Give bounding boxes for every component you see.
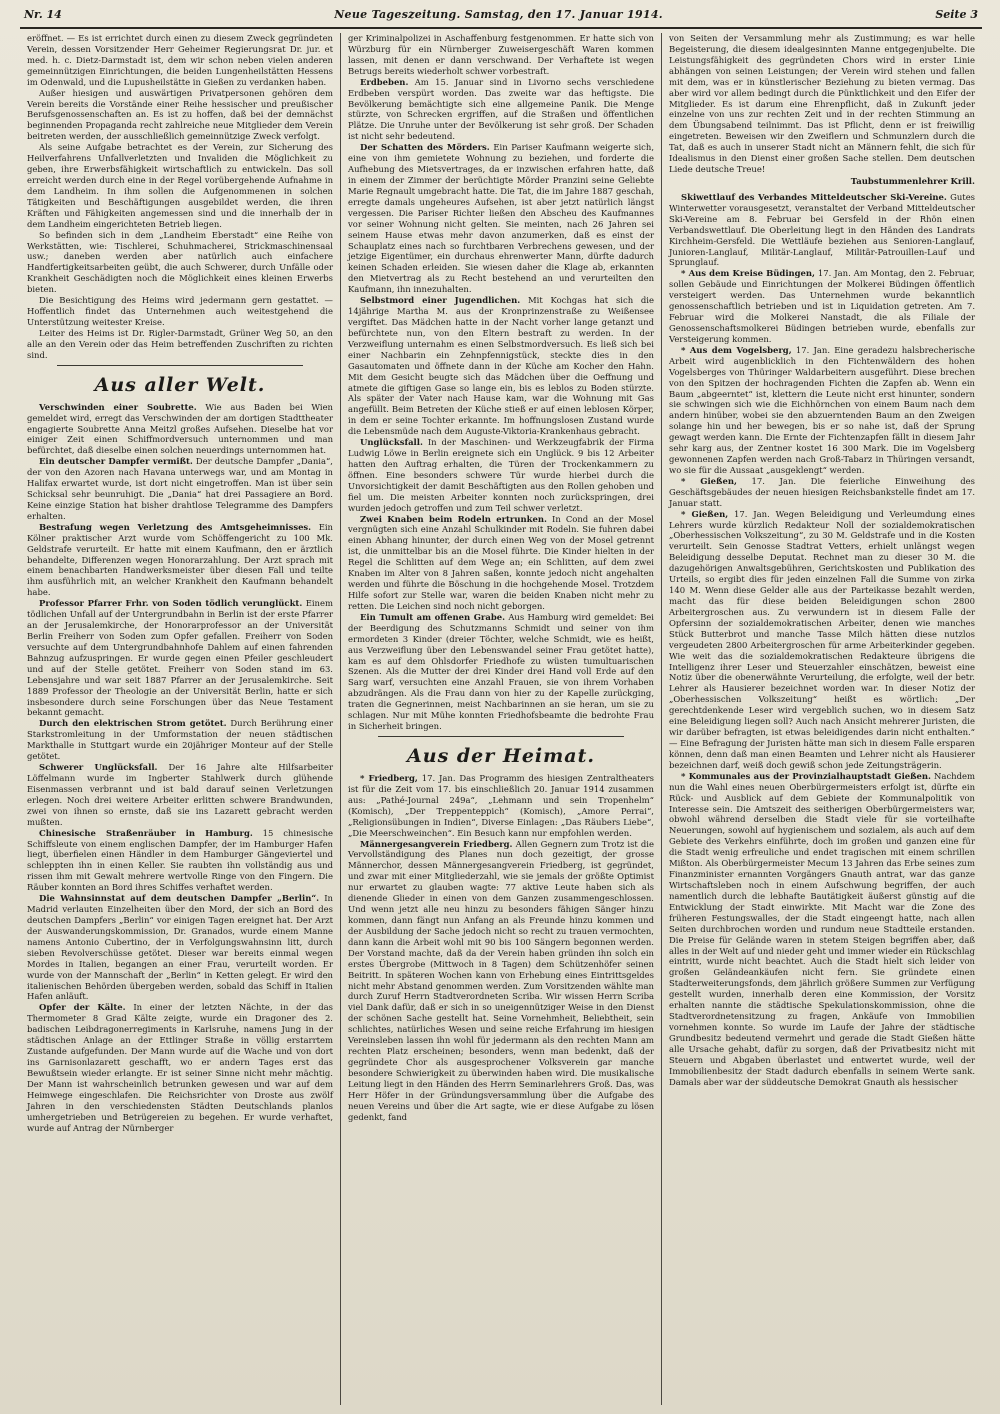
article-text: Der 16 Jahre alte Hilfsarbeiter Löffelmann wurde im Ingberter Stahlwerk durch glühende Eisenmassen verbrannt und ist bald darauf seinen Verletzungen erlegen. Noch drei weitere Arbeiter erlitten schwere Brandwunden, zwei von ihnen so ernste, daß sie ins Lazarett gebracht werden mußten.	[27, 762, 333, 827]
article-paragraph	[348, 142, 654, 295]
article-headline: Zwei Knaben beim Rodeln ertrunken.	[360, 513, 547, 524]
article-headline: Schwerer Unglücksfall.	[39, 762, 158, 773]
article-headline: * Kommunales aus der Provinzialhauptstadt Gießen.	[681, 770, 931, 781]
article-paragraph	[27, 142, 333, 229]
article-text: Durch Berührung einer Starkstromleitung in der Umformstation der neuen städtischen Markthalle in Stuttgart wurde ein 20jähriger Monteur auf der Stelle getötet.	[27, 718, 333, 762]
article-headline: Selbstmord einer Jugendlichen.	[360, 295, 521, 306]
article-paragraph	[348, 839, 654, 1123]
paragraph-text: eröffnet. — Es ist errichtet durch einen zu diesem Zweck gegründeten Verein, dessen Vorsitzender Herr Geheimer Regierungsrat Dr. jur. et med. h. c. Dietz-Darmstadt ist, dem wir schon neben vielen anderen gemeinnützigen Einrichtungen, die beiden Lungenheilstätten Hessens im Odenwald, und die Lupusheilstätte in Gießen zu verdanken haben.	[27, 33, 333, 87]
article-headline: * Gießen,	[681, 508, 729, 519]
article-headline: * Aus dem Vogelsberg,	[681, 344, 792, 355]
section-title: Aus der Heimat.	[407, 745, 595, 767]
columns	[20, 33, 982, 1405]
article-paragraph	[27, 598, 333, 718]
article-paragraph	[27, 33, 333, 88]
article-headline: Der Schatten des Mörders.	[360, 142, 490, 153]
article-paragraph	[348, 295, 654, 437]
article-text: In einer der letzten Nächte, in der das Thermometer 8 Grad Kälte zeigte, wurde ein Dragoner des 2. badischen Leibdragonerregiments in Karlsruhe, namens Jung in der städtischen Anlage an der Ettlinger Straße in völlig erstarrtem Zustande aufgefunden. Der Mann wurde auf die Wache und von dort ins Garnisonlazarett geschafft, wo er andern Tages erst das Bewußtsein wieder erlangte. Er ist seiner Sinne nicht mehr mächtig. Der Mann ist wahrscheinlich betrunken gewesen und war auf dem Heimwege eingeschlafen. Die Reichsrichter von Droste aus zwölf Jahren in den verschiedensten Städten Deutschlands planlos umhergetrieben und Betrügereien zu begehen. Er wurde verhaftet, wurde auf Antrag der Nürnberger	[27, 1002, 334, 1133]
paragraph-text: Als seine Aufgabe betrachtet es der Verein, zur Sicherung des Heilverfahrens Unfallverletzten und Invaliden die Möglichkeit zu geben, ihre Erwerbsfähigkeit wirtschaftlich zu entwickeln. Das soll erreicht werden durch eine in der Regel vorübergehende Aufnahme in dem Landheim. In ihm sollen die Aufgenommenen in solchen Tätigkeiten und Beschäftigungen ausgebildet werden, die ihren Kräften und Fähigkeiten angemessen sind und die innerhalb der in dem Landheim eingerichteten Betrieb liegen.	[27, 142, 333, 229]
article-headline: Opfer der Kälte.	[39, 1002, 126, 1013]
article-paragraph	[348, 437, 654, 513]
page-header	[20, 8, 982, 29]
article-text: Ein Pariser Kaufmann weigerte sich, eine von ihm gemietete Wohnung zu beziehen, und forderte die Aufhebung des Mietsvertrages, da er inzwischen erfahren hatte, daß in einem der Zimmer der berüchtigte Mörder Pranzini seine Geliebte Marie Regnault umgebracht hatte. Die Tat, die im Jahre 1887 geschah, erregte damals ungeheures Aufsehen, ist aber jetzt natürlich längst vergessen. Die Pariser Richter ließen den Abscheu des Kaufmannes vor seiner Wohnung nicht gelten. Sie meinten, nach 26 Jahren sei seinem Hause etwas mehr davon anzumerken, daß es einst der Schauplatz eines nach so furchtbaren Verbrechens gewesen, und der jetzige Eigentümer, ein durchaus ehrenwerter Mann, dürfte dadurch keinen Schaden erleiden. Sie wiesen daher die Klage ab, erkannten den Mietvertrag als zu Recht bestehend an und verurteilten den Kaufmann, ihn innezuhalten.	[348, 142, 655, 295]
article-text: Der deutsche Dampfer „Dania“, der von den Azoren nach Havana unterwegs war, und am Montag in Halifax erwartet wurde, ist dort nicht eingetroffen. Man ist über sein Schicksal sehr beunruhigt. Die „Dania“ hat drei Passagiere an Bord. Keine einzige Station hat bisher drahtlose Telegramme des Dampfers erhalten.	[27, 456, 333, 521]
article-text: Aus Hamburg wird gemeldet: Bei der Beerdigung des Schutzmanns Schmidt und seiner von ihm ermordeten 3 Kinder (dreier Töchter, welche Schmidt, wie es heißt, aus Verzweiflung über den Lebenswandel seiner Frau getötet hatte), kam es auf dem Ohlsdorfer Friedhofe zu wüsten tumultuarischen Szenen. Als die Mutter der drei Kinder drei Hand voll Erde auf den Sarg warf, versuchten eine Anzahl Frauen, sie von ihrem Vorhaben abzudrängen. Als die Frau dann von hier zu der Kapelle zurückging, traten die Gegnerinnen, meist Nachbarinnen an sie heran, um sie zu schlagen. Nur mit Mühe konnten Friedhofsbeamte die bedrohte Frau in Sicherheit bringen.	[348, 611, 654, 732]
article-paragraph	[669, 268, 975, 344]
article-paragraph	[669, 771, 975, 1088]
article-text: Gutes Winterwetter vorausgesetzt, veranstaltet der Verband Mitteldeutscher Ski-Vereine am 8. Februar bei Gersfeld in der Rhön einen Verbandswettlauf. Die Oberleitung liegt in den Händen des Landrats Kirchheim-Gersfeld. Die Wettläufe beziehen aus Senioren-Langlauf, Junioren-Langlauf, Militär-Langlauf, Militär-Patrouillen-Lauf und Sprunglauf.	[669, 191, 976, 268]
paragraph-text: Die Besichtigung des Heims wird jedermann gern gestattet. — Hoffentlich findet das Unternehmen auch weitestgehend die Unterstützung weitester Kreise.	[27, 295, 333, 327]
article-text: In Cond an der Mosel vergnügten sich eine Anzahl Schulkinder mit Rodeln. Sie fuhren dabei einen Abhang hinunter, der durch einen Weg von der Mosel getrennt ist, die unmittelbar bis an die Mosel führte. Die Kinder hielten in der Regel die Schlitten auf dem Wege an; ein Schlitten, auf dem zwei Knaben im Alter von 8 Jahren saßen, konnte jedoch nicht angehalten werden und führte die Böschung in die hochgehende Mosel. Trotzdem Hilfe sofort zur Stelle war, waren die beiden Knaben nicht mehr zu retten. Die Leichen sind noch nicht geborgen.	[348, 513, 654, 611]
article-paragraph	[27, 1002, 333, 1133]
article-paragraph	[27, 88, 333, 143]
article-paragraph	[669, 345, 975, 476]
article-text: 17. Jan. Eine geradezu halsbrecherische Arbeit wird augenblicklich in den Fichtenwäldern des hohen Vogelsberges von Thüringer Waldarbeitern ausgeführt. Diese brechen von den Spitzen der hochragenden Fichten die Zapfen ab. Wenn ein Baum „abgeerntet“ ist, klettern die Leute nicht erst hinunter, sondern sie schwingen sich wie die Eichhörnchen von einem Baum nach dem andern hinüber, wobei sie den abzuerntenden Baum an den Zweigen solange hin und her bewegen, bis er so nahe ist, daß der Sprung gewagt werden kann. Die Ernte der Fichtenzapfen fällt in diesem Jahr sehr karg aus, der Zentner kostet 16 300 Mark. Die im Vogelsberg gewonnenen Zapfen werden nach Groß-Tabarz in Thüringen versandt, wo sie für die Aussaat „ausgeklengt“ werden.	[669, 344, 976, 475]
article-text: In Madrid verlauten Einzelheiten über den Mord, der sich an Bord des deutschen Dampfers „Berlin“ vor einigen Tagen ereignet hat. Der Arzt der Auswanderungskommission, Dr. Granados, wurde einem Manne namens Antonio Cubertino, der in Verfolgungswahnsinn litt, durch sieben Revolverschüsse getötet. Dieser war bereits einmal wegen Mordes in Italien, begangen an einer Frau, verurteilt worden. Er wurde von der Mannschaft der „Berlin“ in Ketten gelegt. Er wird den italienischen Behörden übergeben werden, sobald das Schiff in Italien Hafen anläuft.	[27, 893, 333, 1002]
article-paragraph	[669, 192, 975, 268]
column-2	[340, 33, 661, 1405]
section-title: Aus aller Welt.	[94, 373, 266, 396]
article-headline: Bestrafung wegen Verletzung des Amtsgeheimnisses.	[39, 521, 312, 532]
issue-number: Nr. 14	[24, 8, 62, 21]
article-headline: * Friedberg,	[360, 773, 418, 783]
article-paragraph	[669, 476, 975, 509]
page-number: Seite 3	[935, 8, 978, 21]
article-paragraph	[348, 514, 654, 612]
article-headline: Professor Pfarrer Frhr. von Soden tödlich verunglückt.	[39, 598, 303, 609]
article-paragraph	[348, 77, 654, 143]
article-paragraph	[27, 522, 333, 598]
divider	[57, 365, 303, 366]
article-paragraph	[348, 773, 654, 839]
article-headline: Die Wahnsinnstat auf dem deutschen Dampfer „Berlin“.	[39, 893, 320, 904]
signature: Taubstummenlehrer Krill.	[850, 176, 975, 187]
paragraph-text: Leiter des Heims ist Dr. Rigler-Darmstadt, Grüner Weg 50, an den alle an den Verein oder das Heim betreffenden Zuschriften zu richten sind.	[27, 327, 333, 360]
article-text: Nachdem nun die Wahl eines neuen Oberbürgermeisters erfolgt ist, dürfte ein Rück- und Ausblick auf dem Gebiete der Kommunalpolitik von Interesse sein. Die Amtszeit des seitherigen Oberbürgermeisters war, obwohl während derselben die Stadt viele für sie vorteilhafte Neuerungen, sowohl auf hygienischem und sozialem, als auch auf dem Gebiete des Verkehrs einführte, doch im großen und ganzen eine für die Stadt wenig erfreuliche und endet tragischen mit einem schrillen Mißton. Als Oberbürgermeister Mecum 13 Jahren das Erbe seines zum Finanzminister ernannten Vorgängers Gnauth antrat, war das ganze Wirtschaftsleben noch in einem Aufschwung begriffen, der auch namentlich durch die lebhafte Bautätigkeit äußerst günstig auf die Entwicklung der Stadt einwirkte. Mit Macht war die Zone des früheren Festungswalles, der die Stadt eingeengt hatte, nach allen Seiten durchbrochen worden und rundum neue Stadtteile erstanden. Die Preise für Gelände waren in stetem Steigen begriffen aber, daß alles in der Welt auf und nieder geht und immer wieder ein Rückschlag eintritt, wurde nicht beachtet. Auch die Stadt hielt sich leider von großen Geländeankäufen nicht fern. Sie gründete einen Stadterweiterungsfonds, dem jährlich größere Summen zur Verfügung gestellt wurden, innerhalb deren eine Kommission, der Vorsitz erhalten nannte die städtische Spekulationskommission, ohne die Stadtverordnetensitzung zu fragen, Ankäufe von Immobilien vornehmen konnte. So wurde im Laufe der Jahre der städtische Grundbesitz bedeutend vermehrt und gerade die Stadt Gießen hätte alle Ursache gehabt, dafür zu sorgen, daß der Privatbesitz nicht mit Steuern und Abgaben überlastet und entwertet wurde, weil der Immobilienbesitz der Stadt dadurch ebenfalls in seinem Werte sank. Damals aber war der süddeutsche Demokrat Gnauth als hessischer	[669, 770, 975, 1087]
article-text: Am 15. Januar sind in Livorno sechs verschiedene Erdbeben verspürt worden. Das zweite war das heftigste. Die Bevölkerung bemächtigte sich eine allgemeine Panik. Die Menge stürzte, von Schrecken ergriffen, auf die Straßen und öffentlichen Plätze. Die Unruhe unter der Bevölkerung ist sehr groß. Der Schaden ist nicht sehr bedeutend.	[348, 76, 654, 142]
article-text: 17. Jan. Am Montag, den 2. Februar, sollen Gebäude und Einrichtungen der Molkerei Büdingen öffentlich versteigert werden. Das Unternehmen wurde bekanntlich genossenschaftlich betrieben und ist in Liquidation getreten. Am 7. Februar wird die Molkerei Nanstadt, die als Filiale der Genossenschaftsmolkerei Büdingen betrieben wurde, ebenfalls zur Versteigerung kommen.	[669, 268, 975, 344]
divider	[378, 736, 624, 737]
article-headline: Durch den elektrischen Strom getötet.	[39, 718, 227, 729]
article-paragraph	[348, 612, 654, 732]
article-paragraph	[669, 33, 975, 175]
article-headline: Ein Tumult am offenen Grabe.	[360, 611, 506, 622]
article-headline: Verschwinden einer Soubrette.	[39, 401, 197, 412]
article-text: Ein Kölner praktischer Arzt wurde vom Schöffengericht zu 100 Mk. Geldstrafe verurteilt. Er hatte mit einem Kaufmann, den er ärztlich behandelte, Differenzen wegen Honorarzahlung. Der Arzt sprach mit einem benachbarten Handwerksmeister über diesen Fall und teilte ihm ausführlich mit, an welcher Krankheit den Kaufmann behandelt habe.	[27, 521, 333, 598]
article-text: von Seiten der Versammlung mehr als Zustimmung; es war helle Begeisterung, die diesem idealgesinnten Manne entgegenjubelte. Die Leistungsfähigkeit des gegründeten Chors wird in erster Linie abhängen von seinen Leistungen; der Verein wird stehen und fallen mit dem, was er in künstlerischer Beziehung zu bieten vermag. Das aber wird vor allem bedingt durch die Pünktlichkeit und den Eifer der Mitglieder. Es ist darum eine Ehrenpflicht, daß in Zukunft jeder einzelne von uns zur rechten Zeit und in der rechten Stimmung an dem Übungsabend teilnimmt. Das ist Pflicht, denn er ist freiwillig eingetreten. Beweisen wir den Zweiflern und Schmunzlern durch die Tat, daß es auch in unserer Stadt nicht an Männern fehlt, die sich für Idealismus in den Dienst einer großen Sache stellen. Dem deutschen Liede deutsche Treue!	[669, 33, 975, 175]
article-paragraph	[27, 828, 333, 894]
article-text: 17. Jan. Die feierliche Einweihung des Geschäftsgebäudes der neuen hiesigen Reichsbankstelle findet am 17. Januar statt.	[669, 475, 975, 508]
article-text: 17. Jan. Wegen Beleidigung und Verleumdung eines Lehrers wurde kürzlich Redakteur Noll der sozialdemokratischen „Oberhessischen Volkszeitung“, zu 30 M. Geldstrafe und in die Kosten verurteilt. Sein Genosse Stadtrat Vetters, erhielt unlängst wegen Beleidigung desselbe Deputat. Rechnet man zu dieser 30 M. die dazugehörigen Anwaltsgebühren, Gerichtskosten und Publikation des Urteils, so ergibt dies für jeden einzelnen Fall die Summe von zirka 140 M. Wenn diese Gelder alle aus der Parteikasse bezahlt werden, macht das für diese beiden Beleidigungen schon 2800 Arbeitergroschen aus. Zu verwundern ist in diesem Falle der Opfersinn der sozialdemokratischen Arbeiter, denen wie manches Stück Butterbrot und manche Tasse Milch hätten diese nutzlos vergeudeten 2800 Arbeitergroschen für arme Arbeiterkinder gegeben. Wie weit das die sozialdemokratischen Redakteure übrigens die Intelligenz ihrer Leser und Steuerzahler einschätzen, beweist eine Notiz über die obenerwähnte Verurteilung, die erfolgte, weil der betr. Lehrer als Hausierer bezeichnet worden war. In dieser Notiz der „Oberhessischen Volkszeitung“ heißt es wörtlich: „Der gerechtdenkende Leser wird vergeblich suchen, wo in diesem Satz eine Beleidigung liegen soll? Auch nach Ansicht mehrerer Juristen, die wir darüber befragten, ist etwas beleidigendes darin nicht enthalten.“ — Eine Befragung der Juristen hätte man sich in diesem Falle ersparen können, denn daß man einen Beamten und Lehrer nicht als Hausierer bezeichnen darf, weiß doch gewiß schon jede Zeitungsträgerin.	[669, 508, 975, 770]
article-text: 15 chinesische Schiffsleute von einem englischen Dampfer, der im Hamburger Hafen liegt, überfielen einen Händler in dem Hamburger Gängeviertel und schleppten ihn in einen Keller. Sie raubten ihn vollständig aus und rissen ihm mit Gewalt mehrere wertvolle Ringe von den Fingern. Die Räuber konnten an Bord ihres Schiffes verhaftet werden.	[27, 827, 333, 893]
article-text: Wie aus Baden bei Wien gemeldet wird, erregt das Verschwinden der am dortigen Stadttheater engagierte Soubrette Anna Meitzl großes Aufsehen. Dieselbe hat vor einiger Zeit einen Schiffmordversuch unternommen und man befürchtet, daß dieselbe einen solchen neuerdings unternommen hat.	[27, 401, 333, 456]
article-headline: Ein deutscher Dampfer vermißt.	[39, 456, 193, 467]
paragraph-text: Außer hiesigen und auswärtigen Privatpersonen gehören dem Verein bereits die Vorstände einer Reihe hessischer und preußischer Berufsgenossenschaften an. Es ist zu hoffen, daß bei der demnächst beginnenden Propaganda recht zahlreiche neue Mitglieder dem Verein beitreten werden, der ausschließlich gemeinnützige Zweck verfolgt.	[27, 87, 333, 142]
article-paragraph	[27, 230, 333, 296]
article-text: Allen Gegnern zum Trotz ist die Vervollständigung des Planes nun doch gezeitigt, der grosse Männerchor, dessen Männergesangverein Friedberg, ist gegründet, und zwar mit einer Mitgliederzahl, wie sie jemals der größte Optimist nur erwartet zu glauben wagte: 77 aktive Leute haben sich als dienende Glieder in einen von dem Ganzen zusammengeschlossen. Und wenn jetzt alle neu hinzu zu besonders fähigen Sänger hinzu kommen, dann fängt nun Anfang an als Freunde hinzu kommen und der Ausbildung der Sache jedoch nicht so recht zu trauen vermochten, dann kann die Arbeit wohl mit 90 bis 100 Sängern begonnen werden. Der Vorstand machte, daß da der Verein haben gründen ihn solch ein erstes Übergrobe (Mittwoch in 8 Tagen) dem Schützenhöfer seinen Beitritt. In späteren Wochen kann von Erhebung eines Eintrittsgeldes nicht mehr Abstand genommen werden. Zum Vorsitzenden wählte man durch Zuruf Herrn Stadtverordneten Scriba. Wir wissen Herrn Scriba viel Dank dafür, daß er sich in so uneigennütziger Weise in den Dienst der schönen Sache gestellt hat. Seine Vornehmheit, Beliebtheit, sein schlichtes, natürliches Wesen und seine reiche Erfahrung im hiesigen Vereinsleben lassen ihn wohl für jedermann als den rechten Mann am rechten Platz erscheinen; besonders, wenn man bedenkt, daß der gegründete Chor als ausgesprochener Volksverein gar manche besondere Schwierigkeit zu überwinden haben wird. Die musikalische Leitung liegt in den Händen des Herrn Seminarlehrers Groß. Das, was Herr Höfer in der Gründungsversammlung über die Aufgabe des neuen Vereins und über die Art sagte, wie er diese Aufgabe zu lösen gedenkt, fand	[348, 838, 655, 1122]
article-text: ger Kriminalpolizei in Aschaffenburg festgenommen. Er hatte sich von Würzburg für ein Nürnberger Zuweisergeschäft Waren kommen lassen, mit denen er dann verschwand. Der Verhaftete ist wegen Betrugs bereits wiederholt schwer vorbestraft.	[348, 33, 654, 76]
article-text: 17. Jan. Das Programm des hiesigen Zentraltheaters ist für die Zeit vom 17. bis einschließlich 20. Januar 1914 zusammen aus: „Pathé-Journal 249a“, „Lehmann und sein Tropenhelm“ (Komisch), „Der Treppenteppich“ (Komisch), „Amore Perrai“, „Religionsübungen in Indien“, Diverse Einlagen: „Das Räubers Liebe“, „Die Meerschweinchen“. Ein Besuch kann nur empfohlen werden.	[348, 773, 655, 838]
article-paragraph	[27, 402, 333, 457]
masthead-line: Neue Tageszeitung. Samstag, den 17. Januar 1914.	[334, 8, 663, 21]
article-paragraph	[27, 718, 333, 762]
article-headline: Männergesangverein Friedberg.	[360, 838, 513, 849]
article-paragraph	[27, 328, 333, 361]
article-headline: Chinesische Straßenräuber in Hamburg.	[39, 827, 253, 838]
column-1	[20, 33, 340, 1405]
article-paragraph	[27, 762, 333, 828]
article-paragraph	[27, 893, 333, 1002]
article-paragraph	[669, 509, 975, 771]
article-headline: * Gießen,	[681, 475, 737, 486]
article-headline: * Aus dem Kreise Büdingen,	[681, 268, 815, 279]
article-text: Einem tödlichen Unfall auf der Untergrundbahn in Berlin ist der erste Pfarrer an der Jerusalemkirche, der Honorarprofessor an der Universität Berlin Freiherr von Soden zum Opfer gefallen. Freiherr von Soden versuchte auf dem Untergrundbahnhofe Dahlem auf einen fahrenden Bahnzug aufzuspringen. Er wurde gegen einen Pfeiler geschleudert und auf der Stelle getötet. Freiherr von Soden stand im 63. Lebensjahre und war seit 1887 Pfarrer an der Jerusalemkirche. Seit 1889 Professor der Theologie an der Universität Berlin, hatte er sich insbesondere durch seine Forschungen über das Neue Testament bekannt gemacht.	[27, 598, 333, 718]
article-headline: Erdbeben.	[360, 76, 409, 87]
paragraph-text: So befinden sich in dem „Landheim Eberstadt“ eine Reihe von Werkstätten, wie: Tischlerei, Schuhmacherei, Strickmaschinensaal usw.; daneben werden aber natürlich auch einfachere Handfertigkeitsarbeiten geübt, die auch Schwerer, durch Unfälle oder Krankheit Geschädigten noch die Möglichkeit eines kleinen Erwerbs bieten.	[27, 229, 333, 295]
column-3	[661, 33, 982, 1405]
article-paragraph	[27, 295, 333, 328]
article-paragraph	[27, 456, 333, 522]
article-headline: Skiwettlauf des Verbandes Mitteldeutscher Ski-Vereine.	[681, 191, 947, 202]
article-headline: Unglücksfall.	[360, 437, 423, 448]
article-paragraph	[348, 33, 654, 77]
article-text: Mit Kochgas hat sich die 14jährige Martha M. aus der Kronprinzenstraße zu Weißensee vergiftet. Das Mädchen hatte in der Nacht vorher lange getanzt und befürchtete nun, von den Eltern bestraft zu werden. In der Verzweiflung unternahm es einen Selbstmordversuch. Es ließ sich bei einer Nachbarin ein Zehnpfennigstück, steckte dies in den Gasautomaten und öffnete dann in der Küche am Kocher den Hahn. Mit dem Gesicht beugte sich das Mädchen über die Oeffnung und atmete die giftigen Gase so lange ein, bis es leblos zu Boden stürzte. Als später der Vater nach Hause kam, war die Wohnung mit Gas angefüllt. Beim Betreten der Küche stieß er auf einen leblosen Körper, in dem er seine Tochter erkannte. Im hoffnungslosen Zustand wurde die Lebensmüde nach dem Auguste-Viktoria-Krankenhaus gebracht.	[348, 295, 655, 437]
article-text: In der Maschinen- und Werkzeugfabrik der Firma Ludwig Löwe in Berlin ereignete sich ein Unglück. 9 bis 12 Arbeiter hatten den Auftrag erhalten, die Türen der Trockenkammern zu öffnen. Eine besonders schwere Tür wurde hierbei durch die Unvorsichtigkeit der damit Beschäftigten aus den Rollen gehoben und fiel um. Die meisten Arbeiter konnten noch zurückspringen, drei wurden jedoch getroffen und zum Teil schwer verletzt.	[348, 437, 654, 513]
